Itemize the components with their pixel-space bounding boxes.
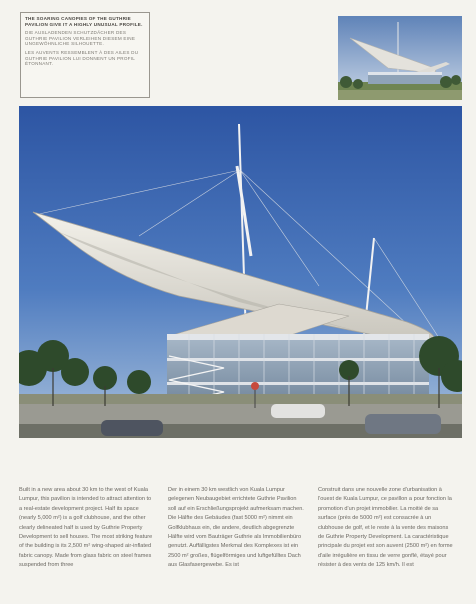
guthrie-pavilion-photo: [19, 106, 462, 438]
body-text-german: [168, 486, 304, 586]
body-paragraph-english: Built in a new area about 30 km to the west of Kuala Lumpur, this pavilion is intended to attract attention to a real-estate development project. Half its space (nearly 5,000 m²) is a golf clubhouse, and the other clearly delineated half is used by Guthrie Property Development to sell houses. The most striking feature of the building is its 2,500 m² wing-shaped air-inflated fabric canopy. Made from glass fabric on steel frames suspended from three: [19, 487, 153, 569]
caption-french: LES AUVENTS RESSEMBLENT À DES AILES DU GUTHRIE PAVILION LUI DONNENT UN PROFIL ÉTONNANT.: [25, 49, 139, 67]
building-thumbnail-photo: [338, 16, 462, 100]
body-paragraph-french: Construit dans une nouvelle zone d'urbanisation à l'ouest de Kuala Lumpur, ce pavillon a pour fonction la promotion d'un projet immobilier. La moitié de sa surface (près de 5000 m²) est consacrée à un clubhouse de golf, et le reste à la vente des maisons de Guthrie Property Development. La caractéristique principale du projet est son auvent (2500 m²) en forme d'aile irrégulière en tissu de verre gonflé, étayé pour résister à des vents de 125 km/h. Il est: [318, 487, 453, 569]
body-text-english: [19, 486, 155, 586]
body-text-french: [318, 486, 454, 586]
caption-german: DIE AUSLADENDEN SCHUTZDÄCHER DES GUTHRIE PAVILION VERLEIHEN DIESEM EINE UNGEWÖHNLICHE SILHOUETTE.: [25, 30, 136, 47]
caption-english: THE SOARING CANOPIES OF THE GUTHRIE PAVILION GIVE IT A HIGHLY UNUSUAL PROFILE.: [25, 16, 143, 27]
photo-caption: [20, 12, 150, 98]
body-paragraph-german: Der in einem 30 km westlich von Kuala Lumpur gelegenen Neubaugebiet errichtete Guthrie Pavilion soll auf ein Erschließungsprojekt aufmerksam machen. Die Hälfte des Gebäudes (fast 5000 m²) nimmt ein Golfklubhaus ein, die andere, deutlich abgegrenzte Hälfte wird vom Bauträger Guthrie als Immobilienbüro genutzt. Auffälligstes Merkmal des Komplexes ist ein 2500 m² großes, flügelförmiges und luftgefülltes Dach aus Glasfasergewebe. Es ist: [168, 487, 304, 569]
